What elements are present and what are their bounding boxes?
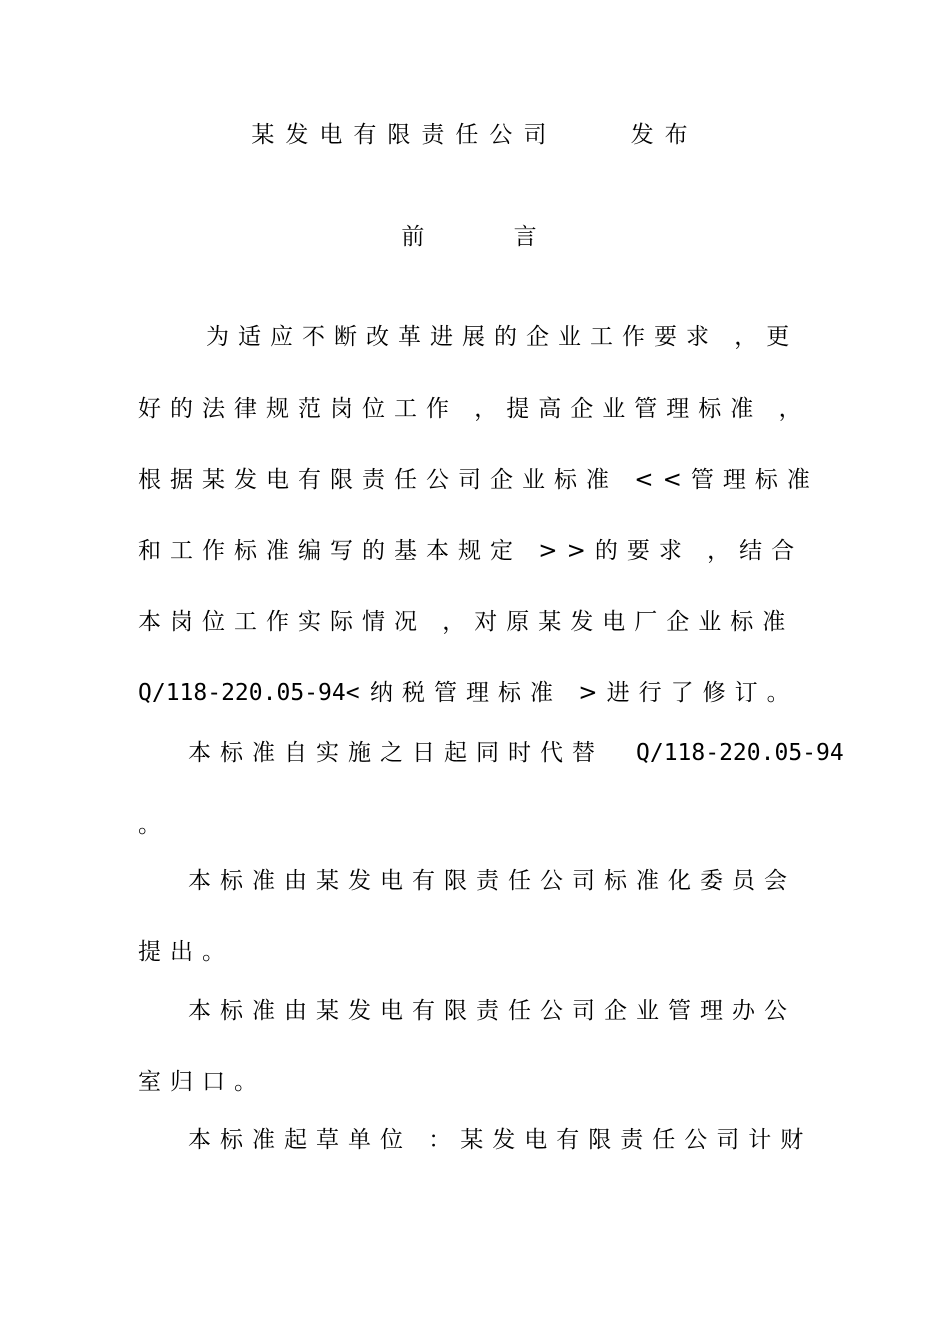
paragraph-line-10: 提出。 (138, 939, 234, 965)
paragraph-line-11: 本标准由某发电有限责任公司企业管理办公 (188, 998, 796, 1024)
paragraph-line-8: 。 (138, 812, 170, 838)
paragraph-line-9: 本标准由某发电有限责任公司标准化委员会 (188, 868, 796, 894)
paragraph-line-3: 根据某发电有限责任公司企业标准 <<管理标准 (138, 467, 819, 493)
paragraph-line-7: 本标准自实施之日起同时代替 (188, 740, 604, 766)
standard-code-1: Q/118-220.05-94< (138, 680, 360, 706)
standard-code-2: Q/118-220.05-94 (636, 740, 844, 766)
paragraph-line-1: 为适应不断改革进展的企业工作要求 ，更 (206, 324, 799, 350)
paragraph-line-13: 本标准起草单位 ：某发电有限责任公司计财 (188, 1127, 813, 1153)
paragraph-line-6: 纳税管理标准 >进行了修订。 (370, 680, 799, 706)
paragraph-line-4: 和工作标准编写的基本规定 >>的要求 ，结合 (138, 538, 804, 564)
paragraph-line-2: 好的法律规范岗位工作 ，提高企业管理标准 ， (138, 396, 811, 422)
paragraph-line-5: 本岗位工作实际情况 ，对原某发电厂企业标准 (138, 609, 795, 635)
paragraph-line-12: 室归口。 (138, 1069, 266, 1095)
publisher-line: 某发电有限责任公司 发布 (251, 122, 699, 148)
preface-title: 前 言 (401, 224, 549, 250)
